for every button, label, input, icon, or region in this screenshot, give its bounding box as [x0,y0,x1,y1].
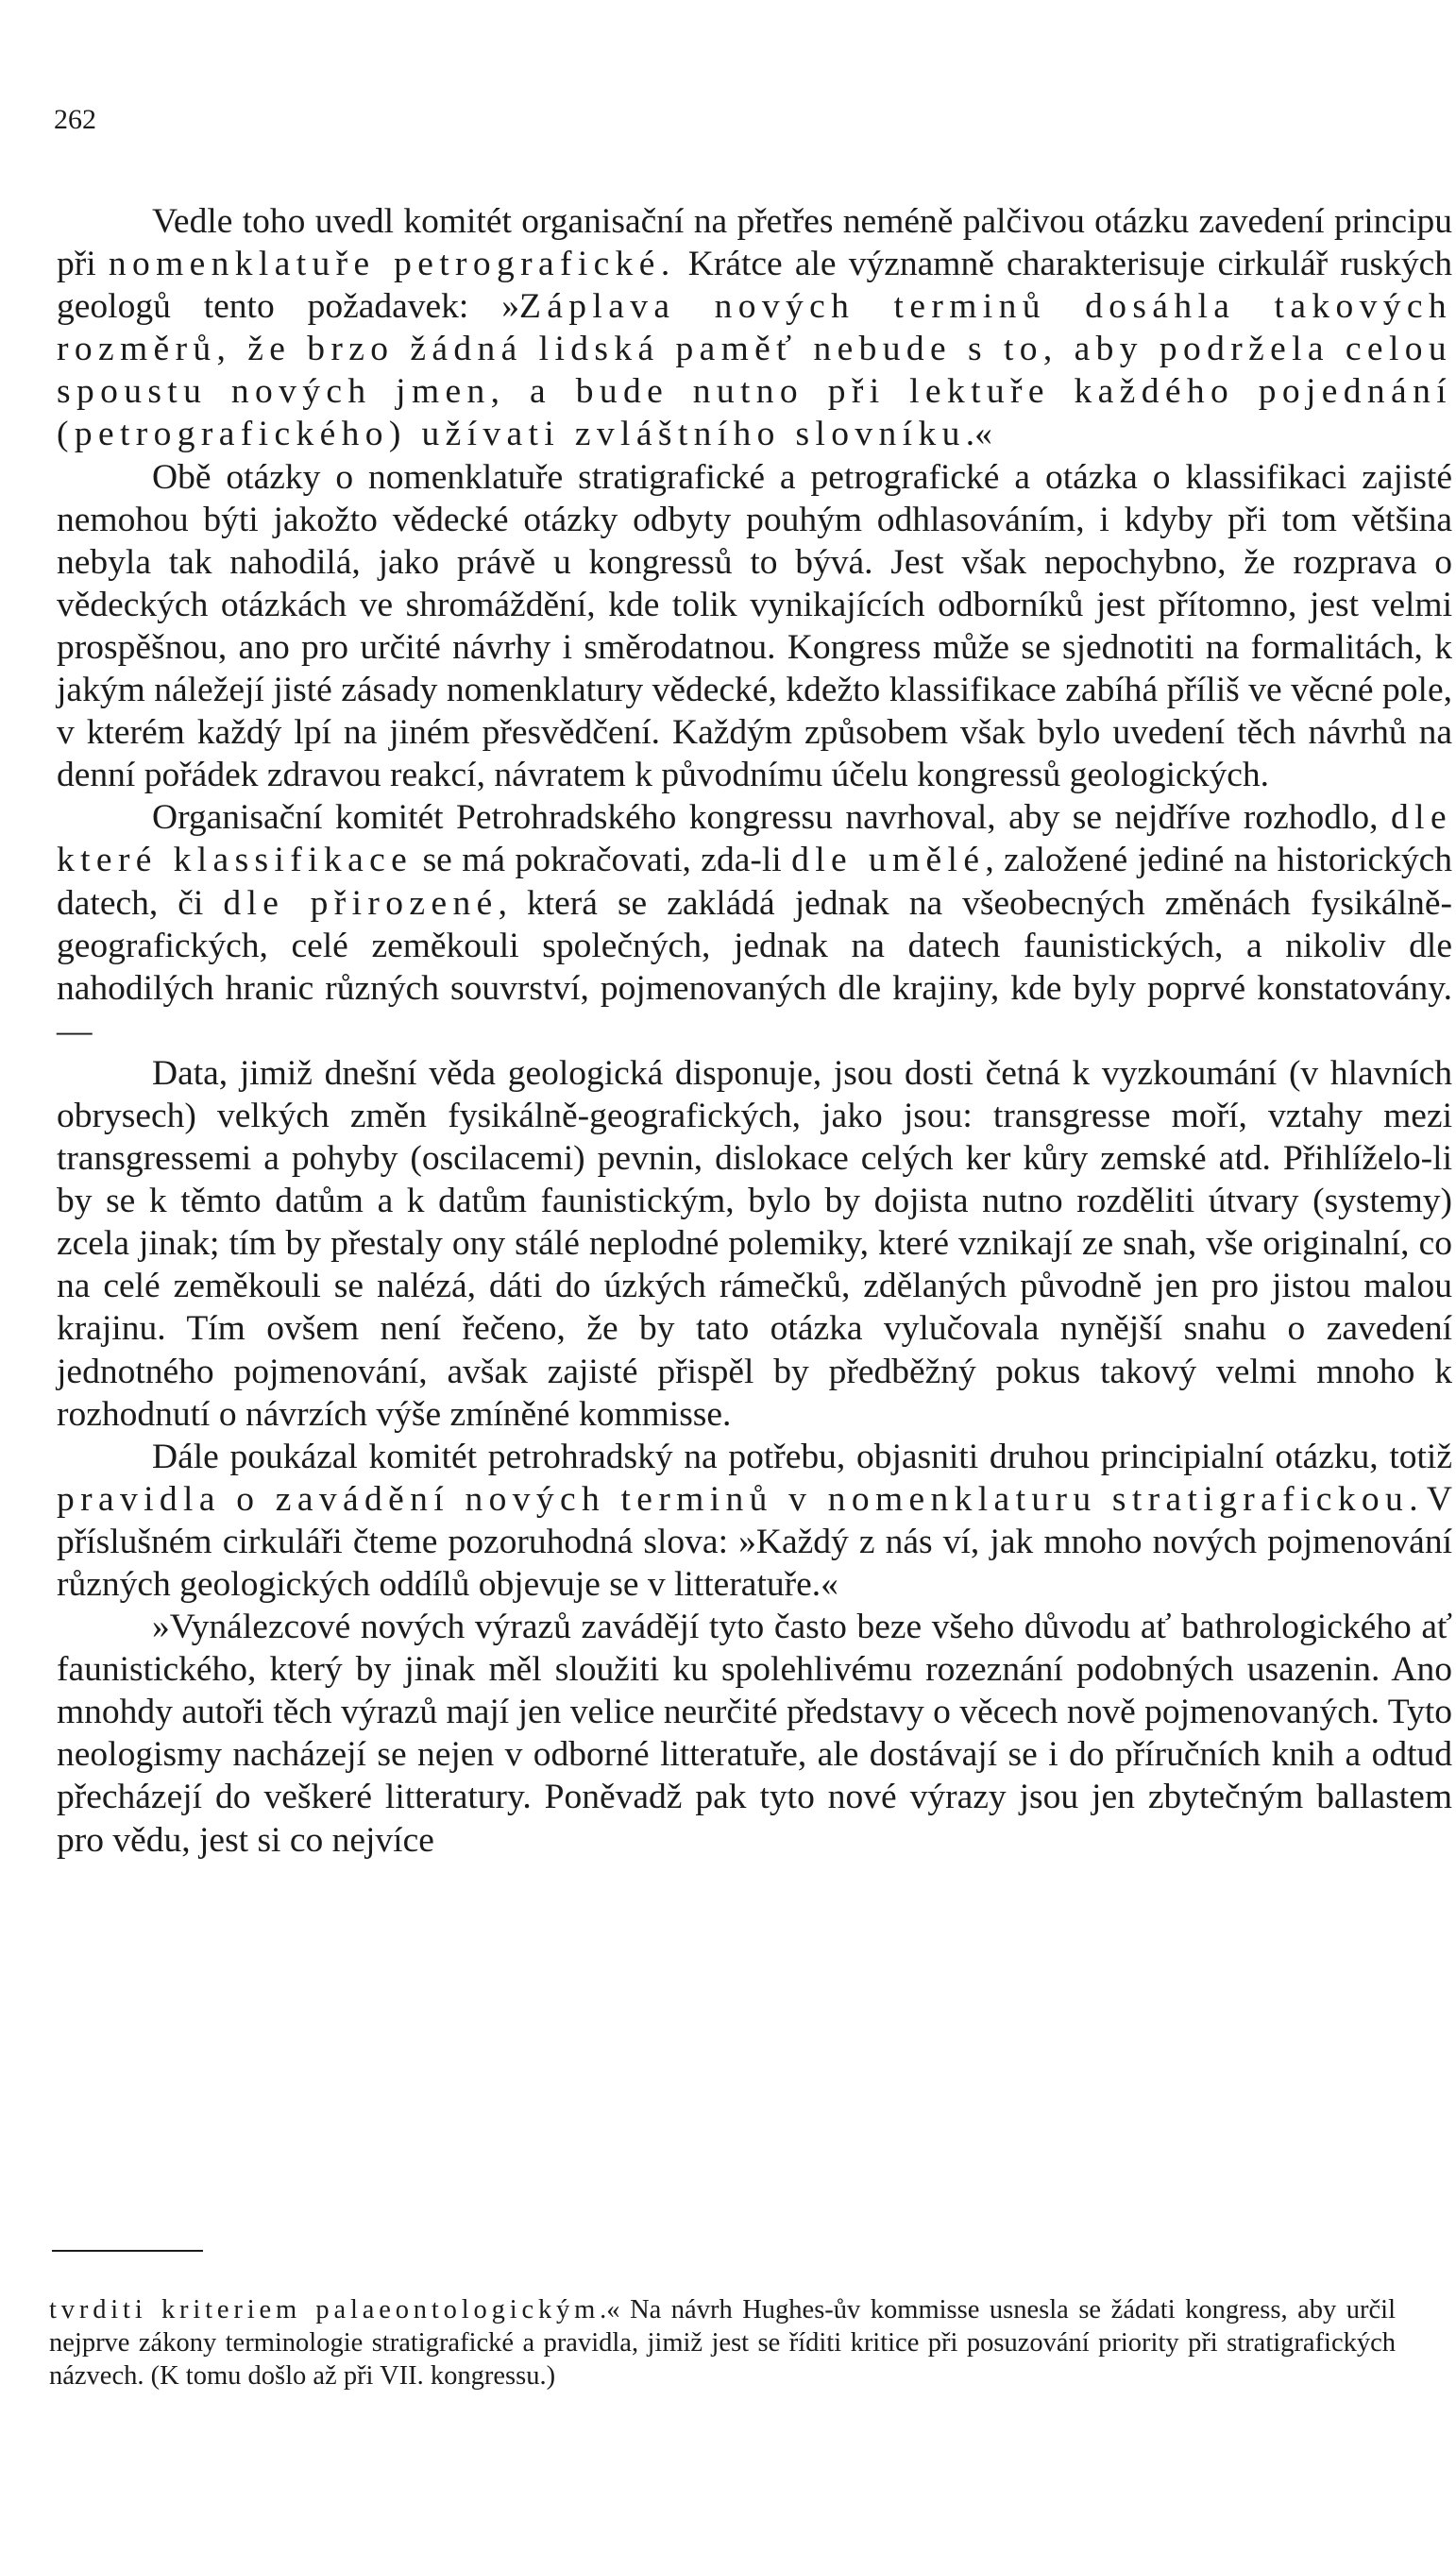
footnote [49,2293,1396,2392]
footnote-rule [52,2250,203,2252]
text-run: , založené jediné na historických datech, či [57,841,1452,923]
text-run: »Vynálezcové nových výrazů zavádějí tyto často beze všeho důvodu ať bathrologického ať faunistického, který by jinak měl sloužiti ku spolehlivému rozeznání podobných usazenin. Ano mnohdy autoři těch výrazů mají jen velice neurčité představy o věcech nově pojmenovaných. Tyto neologismy nacházejí se nejen v odborné litteratuře, ale dostávají se i do příručních knih a odtud přecházejí do veškeré litteratury. Poněvadž pak tyto nové výrazy jsou jen zbytečným ballastem pro vědu, jest si co nejvíce [57,1608,1452,1860]
text-run: Data, jimiž dnešní věda geologická disponuje, jsou dosti četná k vyzkoumání (v hlavních obrysech) velkých změn fysikálně-geografických, jako jsou: transgresse moří, vztahy mezi transgressemi a pohyby (oscilacemi) pevnin, dislokace celých ker kůry zemské atd. Přihlíželo-li by se k těmto datům a k datům faunistickým, bylo by dojista nutno rozděliti útvary (systemy) zcela jinak; tím by přestaly ony stálé neplodné polemiky, které vznikají ze snah, vše originalní, co na celé zeměkouli se nalézá, dáti do úzkých rámečků, zdělaných původně jen pro jistou malou krajinu. Tím ovšem není řečeno, že by tato otázka vylučovala nynější snahu o zavedení jednotného pojmenování, avšak zajisté přispěl by předběžný pokus takový velmi mnoho k rozhodnutí o návrzích výše zmíněné kommisse. [57,1053,1452,1434]
text-run: . V příslušném cirkuláři čteme pozoruhodná slova: »Každý z nás ví, jak mnoho nových pojmenování různých geologických oddílů objevuje se v litteratuře.« [57,1479,1452,1604]
text-run: Vedle toho uvedl komitét organisační na přetřes neméně palčivou otázku zavedení principu při [57,202,1452,284]
text-run: Krátce ale významně charakterisuje cirkulář ruských geologů tento požadavek: » [57,245,1452,327]
spaced-emphasis-text: dle umělé [791,841,986,880]
paragraph [57,1606,1452,1862]
paragraph [57,796,1452,1052]
text-run: Organisační komitét Petrohradského kongressu navrhoval, aby se nejdříve rozhodlo, [152,798,1392,838]
paragraph [57,1052,1452,1436]
paragraph [57,456,1452,797]
text-run: , která se zakládá jednak na všeobecných změnách fysikálně-geografických, celé zeměkouli společných, jednak na datech faunistických, a nikoliv dle nahodilých hranic různých souvrství, pojmenovaných dle krajiny, kde byly poprvé konstatovány. — [57,883,1452,1050]
paragraph [57,1436,1452,1606]
main-text [57,200,1452,1862]
text-run: Dále poukázal komitét petrohradský na potřebu, objasniti druhou principialní otázku, totiž [152,1437,1452,1476]
text-run: .« [965,415,992,454]
spaced-emphasis-text: Záplava nových terminů dosáhla takových rozměrů, že brzo žádná lidská paměť nebude s to, aby podržela celou spoustu nových jmen, a bude nutno při lektuře každého pojednání (petrografického) užívati zvláštního slovníku [57,287,1452,454]
spaced-emphasis-text: nomenklatuře petrografické. [108,245,676,284]
text-run: Obě otázky o nomenklatuře stratigrafické a petrografické a otázka o klassifikaci zajisté nemohou býti jakožto vědecké otázky odbyty pouhým odhlasováním, i kdyby při tom většina nebyla tak nahodilá, jako právě u kongressů to bývá. Jest však nepochybno, že rozprava o vědeckých otázkách ve shromáždění, kde tolik vynikajících odborníků jest přítomno, jest velmi prospěšnou, ano pro určité návrhy i směrodatnou. Kongress může se sjednotiti na formalitách, k jakým náležejí jisté zásady nomenklatury vědecké, kdežto klassifikace zabíhá příliš ve věcné pole, v kterém každý lpí na jiném přesvědčení. Každým způsobem však bylo uvedení těch návrhů na denní pořádek zdravou reakcí, návratem k původnímu účelu kongressů geologických. [57,457,1452,795]
spaced-emphasis-text: pravidla o zavádění nových terminů v nomenklaturu stratigrafickou [57,1479,1410,1519]
spaced-emphasis-text: tvrditi kriteriem palaeontologickým [49,2295,601,2324]
paragraph [57,200,1452,456]
text-run: se má pokračovati, zda-li [413,841,792,880]
spaced-emphasis-text: dle přirozené [223,883,499,923]
text-run: .« Na návrh Hughes-ův kommisse usnesla se žádati kongress, aby určil nejprve zákony terminologie stratigrafické a pravidla, jimiž jest se říditi kritice při posuzování priority při stratigrafických názvech. (K tomu došlo až při VII. kongressu.) [49,2295,1396,2391]
page-number: 262 [54,104,96,135]
spaced-emphasis-text: dle které klassifikace [57,798,1452,880]
